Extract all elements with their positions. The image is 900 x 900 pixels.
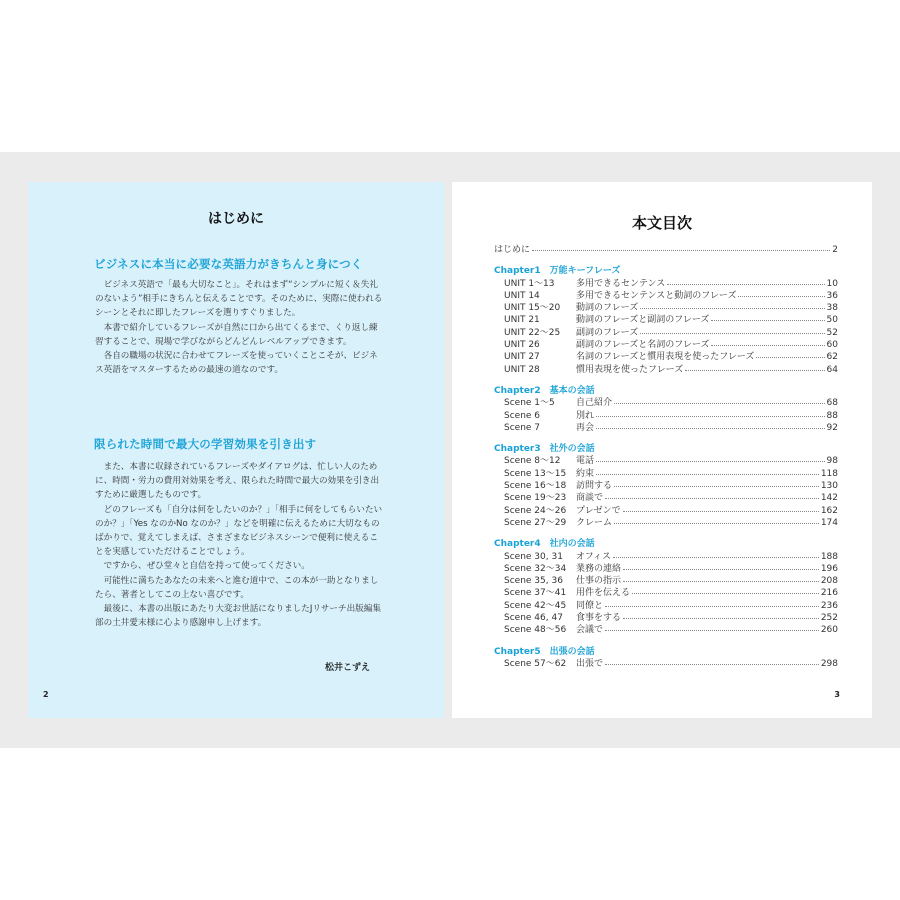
toc-entry-name: 副詞のフレーズ	[576, 327, 639, 338]
chapter-gap	[494, 256, 838, 265]
leader-dots	[614, 480, 819, 487]
toc-entry	[494, 612, 838, 624]
page-number: 3	[834, 690, 840, 699]
leader-dots	[667, 278, 824, 285]
toc-entry	[494, 517, 838, 529]
toc-entry-page: 92	[826, 422, 838, 433]
toc-entry-name: 出張で	[576, 658, 604, 669]
toc-entry	[494, 587, 838, 599]
toc-entry-code: Scene 46, 47	[504, 613, 563, 624]
toc-entry-name: 業務の連絡	[576, 563, 622, 574]
toc-entry-code: Scene 7	[504, 422, 541, 433]
page-number: 2	[43, 690, 49, 699]
paragraph: 各自の職場の状況に合わせてフレーズを使っていくことこそが、ビジネス英語をマスターするための最速の道なのです。	[95, 351, 378, 376]
toc-entry-page: 216	[820, 588, 838, 599]
toc-entry-code: Scene 8～12	[504, 456, 561, 467]
toc-entry-page: 188	[820, 551, 838, 562]
toc-entry-code: Scene 37～41	[504, 588, 567, 599]
leader-dots	[605, 658, 819, 665]
toc-entry	[494, 422, 838, 434]
section-heading: 限られた時間で最大の学習効果を引き出す	[94, 437, 317, 451]
toc-entry	[494, 624, 838, 636]
toc-entry-name: 名詞のフレーズと慣用表現を使ったフレーズ	[576, 352, 755, 363]
leader-dots	[632, 587, 819, 594]
toc-entry-code: Scene 1～5	[504, 398, 555, 409]
toc-entry-page: 196	[820, 563, 838, 574]
toc-entry-page: 98	[826, 456, 838, 467]
toc-entry-code: UNIT 15～20	[504, 303, 561, 314]
leader-dots	[614, 397, 825, 404]
leader-dots	[596, 410, 825, 417]
leader-dots	[711, 314, 824, 321]
paragraph: ですから、ぜひ堂々と自信を持って使ってください。	[103, 561, 310, 572]
paragraph: 最後に、本書の出版にあたり大変お世話になりましたJリサーチ出版編集部の土井愛末様に心より感謝申し上げます。	[95, 604, 381, 629]
paragraph: また、本書に収録されているフレーズやダイアログは、忙しい人のために、時間・労力の費用対効果を考え、限られた時間で最大の効果を引き出すために厳選したものです。	[95, 462, 380, 501]
chapter-gap	[494, 637, 838, 646]
toc-entry	[494, 290, 838, 302]
leader-dots	[623, 612, 819, 619]
leader-dots	[596, 422, 825, 429]
toc-entry-name: 会議で	[576, 625, 604, 636]
toc-entry-code: UNIT 14	[504, 290, 540, 301]
toc-entry	[494, 551, 838, 563]
toc-entry-name: 再会	[576, 422, 595, 433]
toc-entry-page: 38	[826, 303, 838, 314]
leader-dots	[640, 327, 824, 334]
toc-entry	[494, 364, 838, 376]
toc-entry-name: 多用できるセンテンスと動詞のフレーズ	[576, 290, 737, 301]
toc-entry-page: 260	[820, 625, 838, 636]
toc-entry-code: Scene 30, 31	[504, 551, 563, 562]
toc-entry-code: UNIT 21	[504, 315, 540, 326]
paragraph: 本書で紹介しているフレーズが自然に口から出てくるまで、くり返し練習することで、現場で学びながらどんどんレベルアップできます。	[95, 322, 378, 347]
toc-entry	[494, 480, 838, 492]
toc-chapters	[494, 256, 838, 670]
toc-entry-page: 236	[820, 600, 838, 611]
leader-dots	[596, 468, 819, 475]
leader-dots	[640, 302, 824, 309]
toc-entry-page: 88	[826, 410, 838, 421]
toc-entry-code: UNIT 27	[504, 352, 540, 363]
chapter-title: Chapter5 出張の会話	[494, 646, 595, 657]
toc-entry-name: 訪問する	[576, 481, 613, 492]
chapter-title: Chapter3 社外の会話	[494, 444, 595, 455]
chapter-title: Chapter1 万能キーフレーズ	[494, 266, 621, 277]
toc-entry	[494, 339, 838, 351]
toc-entry-page: 130	[820, 481, 838, 492]
toc-entry-code: UNIT 22～25	[504, 327, 561, 338]
toc-entry-page: 50	[826, 315, 838, 326]
toc-entry	[494, 468, 838, 480]
leader-dots	[623, 575, 819, 582]
leader-dots	[532, 244, 830, 251]
toc-entry-page: 142	[820, 493, 838, 504]
toc-entry-page: 2	[832, 245, 838, 255]
page-title: 本文目次	[631, 214, 692, 232]
paragraph: 可能性に満ちたあなたの未来へと進む道中で、この本が一助となりましたら、著者としてこの上ない喜びです。	[95, 575, 379, 600]
section-body	[95, 278, 385, 377]
leader-dots	[614, 517, 819, 524]
chapter-gap	[494, 376, 838, 385]
toc-entry-page: 208	[820, 576, 838, 587]
toc-entry-name: 慣用表現を使ったフレーズ	[576, 364, 684, 375]
page-title: はじめに	[208, 211, 264, 227]
toc-entry-name: 食事をする	[576, 613, 622, 624]
toc-entry	[494, 410, 838, 422]
toc-entry-page: 52	[826, 327, 838, 338]
toc-entry	[494, 505, 838, 517]
right-page	[452, 182, 872, 718]
toc-entry-page: 68	[826, 398, 838, 409]
leader-dots	[613, 551, 819, 558]
leader-dots	[623, 563, 819, 570]
toc-entry-page: 162	[820, 505, 838, 516]
toc-entry	[494, 278, 838, 290]
toc-entry-page: 298	[820, 658, 838, 669]
toc-entry-name: 同僚と	[576, 600, 604, 611]
toc-entry-code: Scene 27～29	[504, 517, 567, 528]
toc-entry-page: 174	[820, 517, 838, 528]
toc-entry-code: Scene 35, 36	[504, 576, 563, 587]
toc-entry-page: 60	[826, 340, 838, 351]
toc-entry	[494, 397, 838, 409]
toc-entry-name: 多用できるセンテンス	[576, 278, 666, 289]
toc-entry	[494, 600, 838, 612]
toc-entry	[494, 658, 838, 670]
toc-entry-name: 商談で	[576, 493, 604, 504]
toc-entry-code: Scene 48～56	[504, 625, 567, 636]
toc-entry	[494, 575, 838, 587]
toc-entry-name: 自己紹介	[576, 398, 613, 409]
leader-dots	[596, 455, 825, 462]
toc-entry-page: 10	[826, 278, 838, 289]
toc-entry-name: プレゼンで	[576, 505, 621, 516]
toc-entry	[494, 455, 838, 467]
toc-entry-name: オフィス	[576, 551, 612, 562]
toc-entry-name: クレーム	[576, 517, 613, 528]
toc-entry-name: はじめに	[494, 245, 531, 255]
chapter-title: Chapter2 基本の会話	[494, 385, 595, 396]
toc-entry-code: Scene 16～18	[504, 481, 567, 492]
chapter-gap	[494, 529, 838, 538]
chapter-gap	[494, 434, 838, 443]
toc-entry-code: UNIT 26	[504, 340, 540, 351]
toc-entry-page: 64	[826, 364, 838, 375]
toc-entry-name: 用件を伝える	[576, 588, 631, 599]
toc-entry	[494, 351, 838, 363]
leader-dots	[711, 339, 824, 346]
toc-entry-page: 252	[820, 613, 838, 624]
toc-entry	[494, 314, 838, 326]
toc-entry-page: 118	[820, 468, 838, 479]
toc-entry-name: 副詞のフレーズと名詞のフレーズ	[576, 340, 710, 351]
table-of-contents	[494, 244, 838, 670]
toc-entry	[494, 492, 838, 504]
chapter-title: Chapter4 社内の会話	[494, 539, 595, 550]
toc-entry	[494, 563, 838, 575]
toc-entry-code: Scene 13～15	[504, 468, 567, 479]
toc-entry-name: 電話	[576, 456, 595, 467]
toc-entry-name: 動詞のフレーズと副詞のフレーズ	[576, 315, 710, 326]
toc-entry-code: UNIT 28	[504, 364, 540, 375]
toc-entry-code: UNIT 1～13	[504, 278, 555, 289]
toc-entry-code: Scene 24～26	[504, 505, 567, 516]
toc-entry	[494, 327, 838, 339]
toc-entry-code: Scene 6	[504, 410, 541, 421]
toc-entry-code: Scene 19～23	[504, 493, 567, 504]
leader-dots	[605, 492, 819, 499]
left-page	[28, 182, 444, 718]
leader-dots	[605, 624, 819, 631]
toc-entry-intro	[494, 244, 838, 256]
toc-entry-name: 約束	[576, 468, 595, 479]
section-heading: ビジネスに本当に必要な英語力がきちんと身につく	[94, 257, 363, 271]
leader-dots	[738, 290, 824, 297]
toc-entry-code: Scene 57～62	[504, 658, 567, 669]
leader-dots	[685, 364, 824, 371]
toc-entry-page: 62	[826, 352, 838, 363]
leader-dots	[623, 505, 819, 512]
leader-dots	[756, 351, 824, 358]
toc-entry-name: 別れ	[576, 410, 595, 421]
paragraph: どのフレーズも「自分は何をしたいのか？」「相手に何をしてもらいたいのか？」「Yes なのかNo なのか？」などを明確に伝えるために大切なものばかりで、覚えてしまえば、さまざまなビジネスシーンで便利に使えることを実感していただけることでしょう。	[95, 504, 383, 558]
toc-entry-name: 動詞のフレーズ	[576, 303, 639, 314]
paragraph: ビジネス英語で「最も大切なこと」。それはまず“シンプルに短く＆失礼のないよう”相手にきちんと伝えることです。そのために、実際に使われるシーンとそれに即したフレーズを選りすぐりました。	[95, 280, 383, 319]
leader-dots	[605, 600, 819, 607]
toc-entry	[494, 302, 838, 314]
toc-entry-page: 36	[826, 290, 838, 301]
toc-entry-code: Scene 32～34	[504, 563, 567, 574]
toc-entry-name: 仕事の指示	[576, 576, 622, 587]
author-name: 松井こずえ	[324, 663, 370, 673]
section-body	[95, 460, 385, 630]
toc-entry-code: Scene 42～45	[504, 600, 567, 611]
